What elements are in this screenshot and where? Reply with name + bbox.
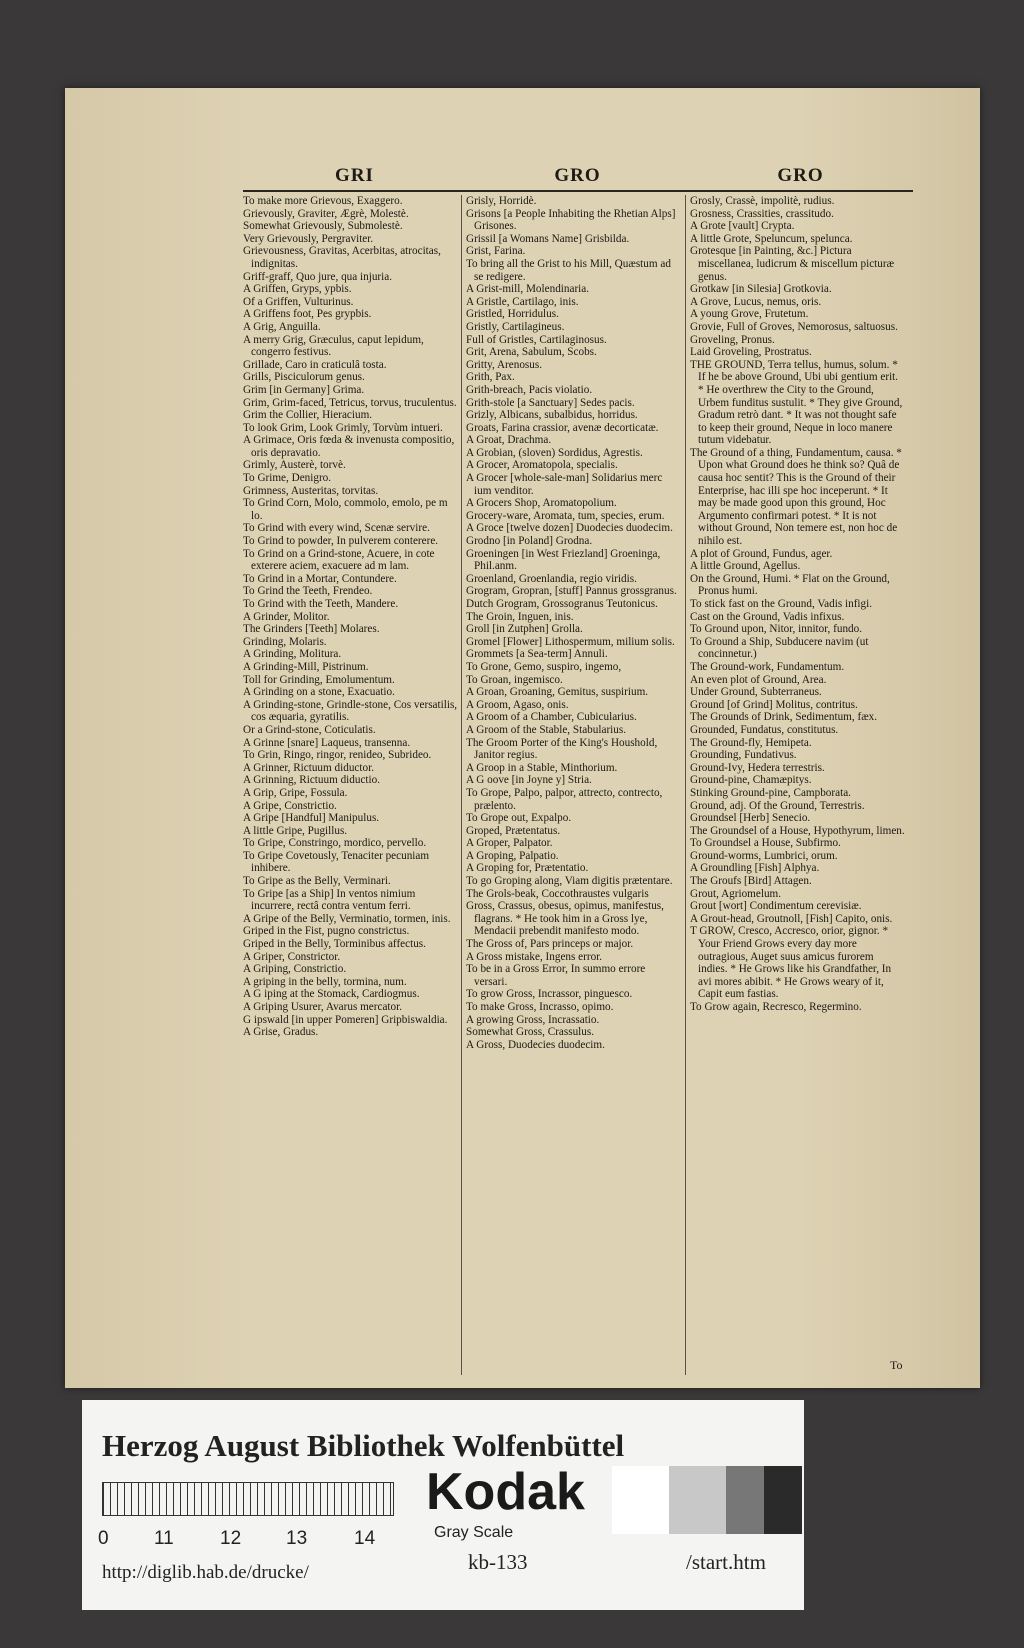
dictionary-entry: The Grounds of Drink, Sedimentum, fæx.	[690, 711, 878, 724]
dictionary-entry: A Grinding, Molitura.	[243, 648, 342, 661]
dictionary-entry: Ground-pine, Chamæpitys.	[690, 774, 812, 787]
dictionary-entry: A Groom of the Stable, Stabularius.	[466, 723, 627, 736]
dictionary-entry: Full of Gristles, Cartilaginosus.	[466, 333, 607, 346]
dictionary-entry: The Gross of, Pars princeps or major.	[466, 938, 634, 951]
dictionary-entry: Grith-stole [a Sanctuary] Sedes pacis.	[466, 396, 635, 409]
dictionary-entry: Dutch Grogram, Grossogranus Teutonicus.	[466, 598, 658, 610]
dictionary-entry: To Ground upon, Nitor, innitor, fundo.	[690, 623, 863, 636]
running-head-left: GRI	[335, 165, 374, 186]
dictionary-entry: Grievousness, Gravitas, Acerbitas, atrocitas, indignitas.	[243, 245, 441, 270]
dictionary-entry: A Groan, Groaning, Gemitus, suspirium.	[466, 686, 649, 699]
dictionary-entry: The Groom Porter of the King's Houshold, Janitor regius.	[466, 736, 658, 762]
dictionary-entry: A plot of Ground, Fundus, ager.	[690, 547, 833, 560]
dictionary-entry: Griped in the Fist, pugno constrictus.	[243, 925, 410, 938]
dictionary-entry: A Groundling [Fish] Alphya.	[690, 862, 820, 875]
dictionary-entry: Griff-graff, Quo jure, qua injuria.	[243, 270, 393, 283]
column-1	[243, 195, 458, 1375]
dictionary-entry: Grimness, Austeritas, torvitas.	[243, 484, 379, 497]
dictionary-entry: A Griffen, Gryps, ypbis.	[243, 283, 352, 296]
dictionary-entry: To Grow again, Recresco, Regermino.	[690, 1001, 862, 1013]
dictionary-entry: A Grinner, Rictuum diductor.	[243, 761, 374, 774]
dictionary-entry: To Gripe Covetously, Tenaciter pecuniam inhibere.	[243, 849, 430, 875]
dictionary-entry: A little Gripe, Pugillus.	[243, 824, 348, 837]
dictionary-entry: Griped in the Belly, Torminibus affectus.	[243, 938, 426, 951]
dictionary-entry: Ground-Ivy, Hedera terrestris.	[690, 761, 825, 774]
dictionary-entry: Grisly, Horridè.	[466, 195, 537, 207]
dictionary-entry: A Groat, Drachma.	[466, 434, 552, 447]
dictionary-entry: A Grinning, Rictuum diductio.	[243, 774, 381, 787]
dictionary-entry: Grosness, Crassities, crassitudo.	[690, 207, 834, 220]
dictionary-entry: Grissil [a Womans Name] Grisbilda.	[466, 232, 630, 245]
dictionary-entry: To Grind the Teeth, Frendeo.	[243, 585, 373, 598]
dictionary-entry: The Groufs [Bird] Attagen.	[690, 875, 812, 888]
dictionary-entry: To grow Gross, Incrassor, pinguesco.	[466, 988, 633, 1001]
dictionary-entry: To Groan, ingemisco.	[466, 673, 563, 686]
dictionary-entry: To be in a Gross Error, In summo errore versari.	[466, 963, 646, 988]
dictionary-entry: To Grone, Gemo, suspiro, ingemo,	[466, 660, 622, 673]
dictionary-entry: To Grind on a Grind-stone, Acuere, in cote exterere aciem, exacuere ad m lam.	[243, 547, 435, 573]
dictionary-entry: Grim the Collier, Hieracium.	[243, 409, 373, 422]
dictionary-entry: A Grocers Shop, Aromatopolium.	[466, 497, 617, 510]
dictionary-entry: A Grocer, Aromatopola, specialis.	[466, 459, 618, 472]
dictionary-entry: To Grind Corn, Molo, commolo, emolo, pe m lo.	[243, 497, 448, 522]
dictionary-entry: A Groce [twelve dozen] Duodecies duodecim.	[466, 522, 673, 535]
column-divider	[685, 195, 686, 1375]
column-3	[690, 195, 905, 1375]
dictionary-entry: To Grime, Denigro.	[243, 472, 332, 485]
dictionary-entry: Grovie, Full of Groves, Nemorosus, saltuosus.	[690, 320, 898, 333]
dictionary-entry: To Gripe [as a Ship] In ventos nimium incurrere, rectâ contra ventum ferri.	[243, 887, 416, 913]
dictionary-entry: Somewhat Grievously, Submolestè.	[243, 220, 403, 233]
dictionary-entry: Grotesque [in Painting, &c.] Pictura miscellanea, ludicrum & miscellum picturæ genus.	[690, 245, 895, 283]
ruler-number: 13	[286, 1528, 308, 1549]
header-rule	[243, 190, 913, 192]
running-head-center: GRO	[554, 165, 601, 186]
gray-scale-patches	[612, 1466, 802, 1534]
dictionary-entry: The Groundsel of a House, Hypothyrum, limen.	[690, 824, 905, 837]
dictionary-entry: Gristled, Horridulus.	[466, 308, 559, 321]
dictionary-entry: Somewhat Gross, Crassulus.	[466, 1026, 595, 1039]
dictionary-entry: A Groom of a Chamber, Cubicularius.	[466, 711, 637, 724]
dictionary-entry: A Grinding-stone, Grindle-stone, Cos versatilis, cos æquaria, gyratilis.	[243, 698, 458, 724]
dictionary-entry: To make Gross, Incrasso, opimo.	[466, 1001, 614, 1013]
dictionary-entry: A Griping, Constrictio.	[243, 963, 347, 976]
dictionary-entry: A Griffens foot, Pes grypbis.	[243, 308, 372, 321]
dictionary-entry: A Grobian, (sloven) Sordidus, Agrestis.	[466, 446, 643, 459]
dictionary-entry: Grosly, Crassè, impolitè, rudius.	[690, 195, 835, 207]
dictionary-entry: Very Grievously, Pergraviter.	[243, 232, 374, 245]
dictionary-entry: To Grind in a Mortar, Contundere.	[243, 572, 397, 585]
dictionary-entry: Ground-worms, Lumbrici, orum.	[690, 849, 838, 862]
dictionary-entry: Or a Grind-stone, Coticulatis.	[243, 723, 376, 736]
dictionary-entry: Grogram, Gropran, [stuff] Pannus grossgranus.	[466, 585, 677, 598]
page-running-heads	[243, 165, 913, 189]
dictionary-entry: Grounding, Fundativus.	[690, 749, 797, 762]
dictionary-entry: A Groping, Palpatio.	[466, 849, 559, 862]
dictionary-entry: Grotkaw [in Silesia] Grotkovia.	[690, 283, 832, 296]
dictionary-entry: A Grist-mill, Molendinaria.	[466, 283, 590, 296]
dictionary-entry: Groped, Prætentatus.	[466, 824, 561, 837]
dictionary-entry: A Grout-head, Groutnoll, [Fish] Capito, onis.	[690, 912, 893, 925]
dictionary-entry: The Groin, Inguen, inis.	[466, 610, 574, 623]
dictionary-entry: Groundsel [Herb] Senecio.	[690, 812, 811, 825]
library-scan-card	[82, 1400, 804, 1610]
dictionary-entry: To Grind with the Teeth, Mandere.	[243, 598, 399, 610]
ruler-number: 0	[98, 1528, 109, 1549]
dictionary-entry: Grocery-ware, Aromata, tum, species, erum.	[466, 509, 665, 522]
dictionary-entry: A Grove, Lucus, nemus, oris.	[690, 295, 822, 308]
dictionary-entry: To look Grim, Look Grimly, Torvùm intueri.	[243, 421, 443, 434]
dictionary-entry: Gross, Crassus, obesus, opimus, manifestus, flagrans. * He took him in a Gross lye, Mendacii prebendit manifesto modo.	[466, 900, 664, 938]
start-page-link[interactable]: /start.htm	[686, 1550, 766, 1574]
dictionary-entry: A G oove [in Joyne y] Stria.	[466, 774, 592, 787]
dictionary-entry: Groeningen [in West Friezland] Groeninga, Phil.anm.	[466, 547, 661, 573]
dictionary-entry: A merry Grig, Græculus, caput lepidum, congerro festivus.	[243, 333, 424, 359]
dictionary-entry: Grout, Agriomelum.	[690, 887, 782, 900]
running-head-right: GRO	[777, 165, 824, 186]
column-2	[466, 195, 681, 1375]
dictionary-entry: A Griping Usurer, Avarus mercator.	[243, 1001, 403, 1013]
dictionary-entry: The Grols-beak, Coccothraustes vulgaris	[466, 887, 649, 900]
dictionary-entry: Grist, Farina.	[466, 245, 526, 258]
dictionary-entry: Grimly, Austerè, torvè.	[243, 459, 346, 472]
dictionary-entry: A Groping for, Prætentatio.	[466, 862, 589, 875]
dictionary-entry: A Grote [vault] Crypta.	[690, 220, 795, 233]
dictionary-entry: To Grind to powder, In pulverem conterere.	[243, 535, 439, 548]
dictionary-entry: On the Ground, Humi. * Flat on the Ground, Pronus humi.	[690, 572, 890, 598]
kodak-logo	[422, 1463, 594, 1541]
dictionary-entry: To Grin, Ringo, ringor, renideo, Subrideo.	[243, 749, 432, 762]
dictionary-entry: T GROW, Cresco, Accresco, orior, gignor. * Your Friend Grows every day more outragious, Auget suus amicus furorem indies. * He Grows like his Grandfather, In avi mores abibit. * He Grows weary of it, Capit eum fastias.	[690, 925, 892, 1001]
dictionary-entry: A Groper, Palpator.	[466, 837, 553, 850]
dictionary-entry: Grim [in Germany] Grima.	[243, 383, 365, 396]
scan-code: kb-133	[468, 1550, 528, 1574]
dictionary-entry: Under Ground, Subterraneus.	[690, 686, 822, 699]
dictionary-entry: A Griper, Constrictor.	[243, 950, 341, 963]
dictionary-entry: Grills, Pisciculorum genus.	[243, 371, 365, 384]
dictionary-entry: A Grip, Gripe, Fossula.	[243, 786, 348, 799]
dictionary-entry: Toll for Grinding, Emolumentum.	[243, 673, 395, 686]
dictionary-entry: Grievously, Graviter, Ægrè, Molestè.	[243, 207, 409, 220]
dictionary-entry: Grinding, Molaris.	[243, 635, 327, 648]
kodak-wordmark: Kodak	[426, 1463, 585, 1521]
dictionary-entry: Groll [in Zutphen] Grolla.	[466, 623, 583, 636]
dictionary-entry: A Grinder, Molitor.	[243, 610, 330, 623]
gray-scale-label: Gray Scale	[434, 1524, 514, 1541]
dictionary-entry: Groenland, Groenlandia, regio viridis.	[466, 572, 637, 585]
dictionary-entry: Grit, Arena, Sabulum, Scobs.	[466, 346, 597, 359]
dictionary-entry: To Grind with every wind, Scenæ servire.	[243, 522, 430, 535]
dictionary-entry: A Gripe [Handful] Manipulus.	[243, 812, 380, 825]
dictionary-entry: A Grise, Gradus.	[243, 1026, 319, 1039]
dictionary-entry: To Groundsel a House, Subfirmo.	[690, 837, 841, 850]
dictionary-entry: To make more Grievous, Exaggero.	[243, 195, 403, 207]
dictionary-entry: The Ground-work, Fundamentum.	[690, 660, 845, 673]
dictionary-entry: Grommets [a Sea-term] Annuli.	[466, 648, 608, 661]
ruler-number: 11	[154, 1528, 174, 1549]
dictionary-entry: Gromel [Flower] Lithospermum, milium solis.	[466, 635, 675, 648]
dictionary-entry: Groveling, Pronus.	[690, 333, 775, 346]
dictionary-entry: Grith-breach, Pacis violatio.	[466, 383, 593, 396]
dictionary-entry: An even plot of Ground, Area.	[690, 673, 827, 686]
dictionary-entry: The Ground of a thing, Fundamentum, causa. * Upon what Ground does he think so? Quâ de causa hoc sentit? This is the Ground of their Enterprise, hac illi spe hoc inceperunt. * It may be made good upon this ground, Hoc Argumento confirmari potest. * It is not without Ground, Non temere est, non hoc de nihilo est.	[690, 446, 902, 548]
dictionary-entry: To go Groping along, Viam digitis prætentare.	[466, 875, 673, 888]
dictionary-entry: A griping in the belly, tormina, num.	[243, 975, 407, 988]
dictionary-entry: A Gross mistake, Ingens error.	[466, 950, 603, 963]
dictionary-entry: A G iping at the Stomack, Cardiogmus.	[243, 988, 420, 1001]
dictionary-entry: A Grocer [whole-sale-man] Solidarius merc ium venditor.	[466, 472, 663, 497]
dictionary-entry: A Grinding-Mill, Pistrinum.	[243, 660, 369, 673]
column-divider	[461, 195, 462, 1375]
dictionary-entry: To Ground a Ship, Subducere navim (ut concinnetur.)	[690, 635, 869, 661]
dictionary-entry: Grim, Grim-faced, Tetricus, torvus, truculentus.	[243, 396, 457, 409]
dictionary-entry: The Grinders [Teeth] Molares.	[243, 623, 380, 636]
dictionary-entry: A Gripe, Constrictio.	[243, 799, 337, 812]
dictionary-entry: G ipswald [in upper Pomeren] Gripbiswaldia.	[243, 1013, 448, 1026]
dictionary-entry: A Groom, Agaso, onis.	[466, 698, 569, 711]
dictionary-entry: Of a Griffen, Vulturinus.	[243, 295, 354, 308]
dictionary-entry: A Gripe of the Belly, Verminatio, tormen, inis.	[243, 912, 451, 925]
ruler-number: 14	[354, 1528, 376, 1549]
dictionary-entry: To Grope, Palpo, palpor, attrecto, contrecto, prælento.	[466, 786, 663, 812]
dictionary-entry: Cast on the Ground, Vadis infixus.	[690, 610, 845, 623]
dictionary-entry: A Grimace, Oris fœda & invenusta compositio, oris depravatio.	[243, 434, 455, 459]
dictionary-entry: A little Grote, Speluncum, spelunca.	[690, 232, 853, 245]
dictionary-entry: Stinking Ground-pine, Campborata.	[690, 786, 851, 799]
dictionary-entry: A Grinne [snare] Laqueus, transenna.	[243, 736, 411, 749]
dictionary-entry: A young Grove, Frutetum.	[690, 308, 809, 321]
dictionary-entry: A little Ground, Agellus.	[690, 560, 801, 573]
dictionary-entry: Gristly, Cartilagineus.	[466, 320, 565, 333]
catchword: To	[890, 1358, 903, 1372]
ruler-number: 12	[220, 1528, 242, 1549]
dictionary-entry: Ground, adj. Of the Ground, Terrestris.	[690, 799, 865, 812]
dictionary-entry: Ground [of Grind] Molitus, contritus.	[690, 698, 858, 711]
digital-library-url[interactable]: http://diglib.hab.de/drucke/	[102, 1562, 309, 1583]
dictionary-entry: A Gristle, Cartilago, inis.	[466, 295, 579, 308]
dictionary-entry: Grodno [in Poland] Grodna.	[466, 535, 593, 548]
dictionary-entry: To Grope out, Expalpo.	[466, 812, 572, 825]
measurement-ruler	[102, 1482, 394, 1516]
dictionary-entry: Grizly, Albicans, subalbidus, horridus.	[466, 409, 638, 422]
dictionary-entry: Grounded, Fundatus, constitutus.	[690, 723, 839, 736]
dictionary-entry: A growing Gross, Incrassatio.	[466, 1013, 600, 1026]
dictionary-entry: To Gripe as the Belly, Verminari.	[243, 875, 391, 888]
dictionary-entry: Grillade, Caro in craticulâ tosta.	[243, 358, 387, 371]
dictionary-entry: To Gripe, Constringo, mordico, pervello.	[243, 837, 427, 850]
dictionary-entry: Grisons [a People Inhabiting the Rhetian Alps] Grisones.	[466, 207, 676, 233]
dictionary-entry: Grith, Pax.	[466, 371, 515, 384]
institution-name: Herzog August Bibliothek Wolfenbüttel	[102, 1428, 625, 1463]
dictionary-entry: A Gross, Duodecies duodecim.	[466, 1038, 605, 1051]
dictionary-entry: Laid Groveling, Prostratus.	[690, 346, 812, 359]
dictionary-entry: Gritty, Arenosus.	[466, 358, 543, 371]
dictionary-entry: To stick fast on the Ground, Vadis infigi.	[690, 598, 873, 610]
dictionary-entry: Groats, Farina crassior, avenæ decorticatæ.	[466, 421, 659, 434]
dictionary-entry: A Groop in a Stable, Minthorium.	[466, 761, 618, 774]
dictionary-entry: A Grig, Anguilla.	[243, 320, 321, 333]
dictionary-entry: Grout [wort] Condimentum cerevisiæ.	[690, 900, 862, 913]
dictionary-entry: A Grinding on a stone, Exacuatio.	[243, 686, 395, 699]
dictionary-entry: To bring all the Grist to his Mill, Quæstum ad se redigere.	[466, 257, 671, 283]
dictionary-entry: The Ground-fly, Hemipeta.	[690, 736, 812, 749]
dictionary-entry: THE GROUND, Terra tellus, humus, solum. * If he be above Ground, Ubi ubi gentium erit. * He overthrew the City to the Ground, Urbem funditus sustulit. * They give Ground, Gradum retrò dant. * It was not thought safe to keep their ground, Neque in loco manere tutum videbatur.	[690, 358, 903, 447]
